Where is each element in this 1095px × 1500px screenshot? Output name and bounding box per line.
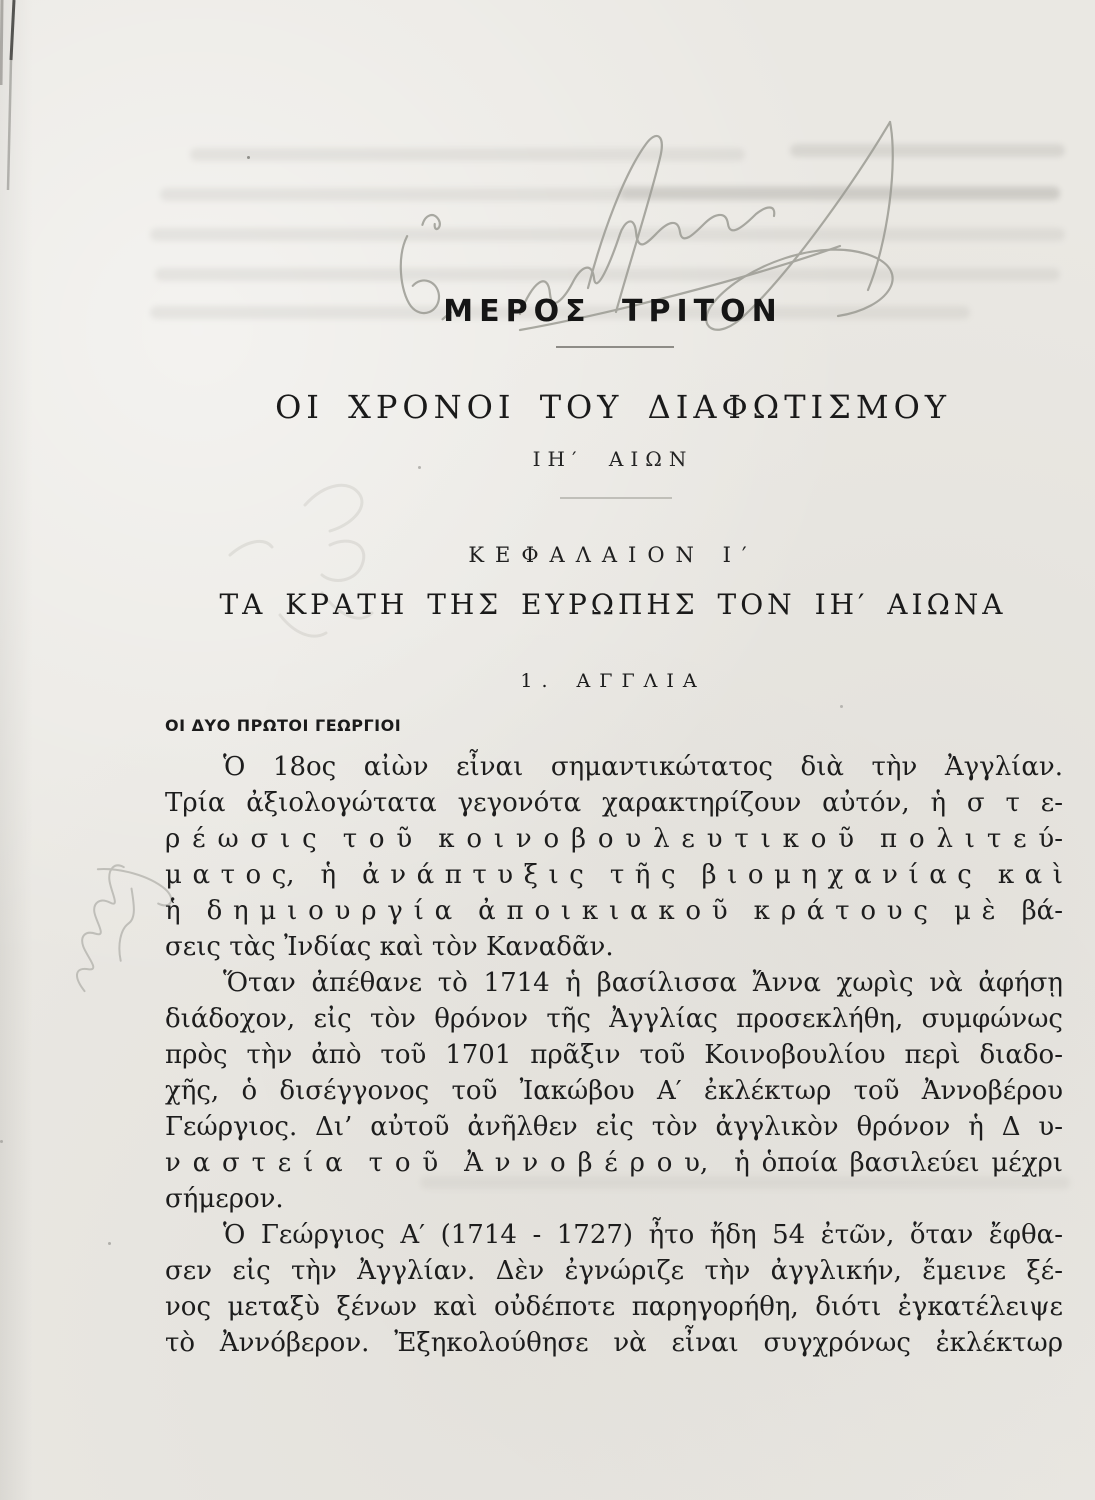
era-subtitle: ΙΗ′ ΑΙΩΝ (532, 447, 694, 471)
chapter-title: ΤΑ ΚΡΑΤΗ ΤΗΣ ΕΥΡΩΠΗΣ ΤΟΝ ΙΗ′ ΑΙΩΝΑ (219, 588, 1007, 621)
subsection-heading: ΟΙ ΔΥΟ ΠΡΩΤΟΙ ΓΕΩΡΓΙΟΙ (165, 716, 402, 735)
page-edge-crease (0, 0, 30, 210)
text-line: χῆς, ὁ δισέγγονος τοῦ Ἰακώβου Α′ ἐκλέκτωρ τοῦ Ἀννοβέρου (165, 1076, 1063, 1106)
text-line: νος μεταξὺ ξένων καὶ οὐδέποτε παρηγορήθη, διότι ἐγκατέλειψε (165, 1292, 1063, 1322)
text-line: Τρία ἀξιολογώτατα γεγονότα χαρακτηρίζουν αὐτόν, ἡ σ τ ε- (165, 788, 1063, 818)
main-title: ΟΙ ΧΡΟΝΟΙ ΤΟΥ ΔΙΑΦΩΤΙΣΜΟΥ (275, 388, 951, 426)
paper-speck (0, 1140, 3, 1143)
paper-speck (108, 1242, 111, 1245)
text-line: τὸ Ἀννόβερον. Ἐξηκολούθησε νὰ εἶναι συγχρόνως ἐκλέκτωρ (165, 1328, 1063, 1358)
ornament-rule-bottom (560, 497, 672, 499)
paper-speck (247, 156, 250, 159)
chapter-heading: ΚΕΦΑΛΑΙΟΝ Ι′ (468, 543, 758, 567)
body-text (165, 749, 1063, 1361)
text-line: σεις τὰς Ἰνδίας καὶ τὸν Καναδᾶν. (165, 932, 614, 962)
section-heading: 1. ΑΓΓΛΙΑ (520, 670, 706, 692)
text-line: Γεώργιος. Δι’ αὐτοῦ ἀνῆλθεν εἰς τὸν ἀγγλικὸν θρόνον ἡ Δ υ- (165, 1112, 1063, 1142)
text-line: μ α τ ο ς, ἡ ἀ ν ά π τ υ ξ ι ς τ ῆ ς β ι ο μ η χ α ν ί α ς κ α ὶ (165, 860, 1063, 890)
text-line: σεν εἰς τὴν Ἀγγλίαν. Δὲν ἐγνώριζε τὴν ἀγγλικήν, ἔμεινε ξέ- (165, 1256, 1063, 1286)
text-line: Ὅταν ἀπέθανε τὸ 1714 ἡ βασίλισσα Ἄννα χωρὶς νὰ ἀφήσῃ (223, 968, 1063, 998)
text-line: σήμερον. (165, 1184, 284, 1214)
text-line: ἡ δ η μ ι ο υ ρ γ ί α ἀ π ο ι κ ι α κ ο ῦ κ ρ ά τ ο υ ς μ ὲ βά- (165, 896, 1063, 926)
ornament-rule-top (556, 346, 674, 348)
text-line: διάδοχον, εἰς τὸν θρόνον τῆς Ἀγγλίας προσεκλήθη, συμφώνως (165, 1004, 1063, 1034)
text-line: ν α σ τ ε ί α τ ο ῦ Ἀ ν ν ο β έ ρ ο υ, ἡ ὁποία βασιλεύει μέχρι (165, 1148, 1063, 1178)
paper-speck (840, 705, 843, 708)
pencil-margin-note (58, 818, 173, 1023)
part-title: ΜΕΡΟΣ ΤΡΙΤΟΝ (443, 294, 783, 329)
text-line: Ὁ 18ος αἰὼν εἶναι σημαντικώτατος διὰ τὴν Ἀγγλίαν. (223, 752, 1063, 782)
paper-speck (418, 466, 421, 469)
text-line: ρ έ ω σ ι ς τ ο ῦ κ ο ι ν ο β ο υ λ ε υ τ ι κ ο ῦ π ο λ ι τ ε ύ- (165, 824, 1063, 854)
text-line: πρὸς τὴν ἀπὸ τοῦ 1701 πρᾶξιν τοῦ Κοινοβουλίου περὶ διαδο- (165, 1040, 1063, 1070)
text-line: Ὁ Γεώργιος Α′ (1714 - 1727) ἦτο ἤδη 54 ἐτῶν, ὅταν ἔφθα- (223, 1220, 1063, 1250)
